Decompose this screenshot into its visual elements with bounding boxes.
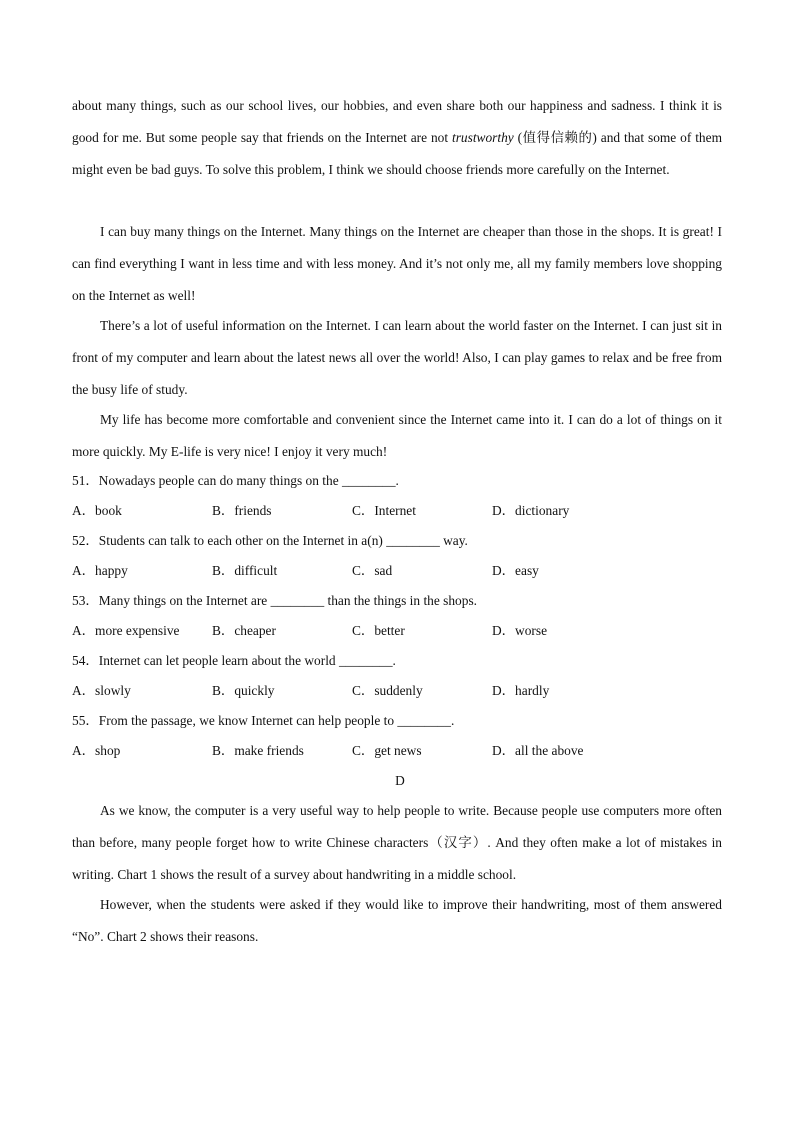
question-55: 55．From the passage, we know Internet can help people to ________. <box>72 713 455 728</box>
option-c: C．suddenly <box>352 683 423 698</box>
option-a: A．slowly <box>72 683 131 698</box>
option-d: D．all the above <box>492 743 584 758</box>
option-b: B．make friends <box>212 743 304 758</box>
passage-paragraph-2 <box>72 216 722 312</box>
paragraph-text: My life has become more comfortable and convenient since the Internet came into it. I can do a lot of things on it more quickly. My E-life is very nice! I enjoy it very much! <box>72 412 722 459</box>
option-b: B．quickly <box>212 683 275 698</box>
option-b: B．friends <box>212 503 272 518</box>
section-d-paragraph-1 <box>72 795 722 891</box>
question-51: 51．Nowadays people can do many things on the ________. <box>72 473 399 488</box>
paragraph-text: As we know, the computer is a very useful way to help people to write. Because people use computers more often than before, many people forget how to write Chinese characters（汉字）. And they often make a lot of mistakes in writing. Chart 1 shows the result of a survey about handwriting in a middle school. <box>72 803 722 882</box>
option-c: C．get news <box>352 743 422 758</box>
paragraph-text: However, when the students were asked if they would like to improve their handwriting, most of them answered “No”. Chart 2 shows their reasons. <box>72 897 722 944</box>
section-d-paragraph-2 <box>72 889 722 953</box>
paragraph-text: There’s a lot of useful information on the Internet. I can learn about the world faster on the Internet. I can just sit in front of my computer and learn about the latest news all over the world! Also, I can play games to relax and be free from the busy life of study. <box>72 318 722 397</box>
paragraph-text: I can buy many things on the Internet. Many things on the Internet are cheaper than those in the shops. It is great! I can find everything I want in less time and with less money. And it’s not only me, all my family members love shopping on the Internet as well! <box>72 224 722 303</box>
option-c: C．Internet <box>352 503 416 518</box>
option-b: B．cheaper <box>212 623 276 638</box>
passage-paragraph-3 <box>72 310 722 406</box>
option-a: A．more expensive <box>72 623 180 638</box>
option-c: C．better <box>352 623 405 638</box>
passage-paragraph-4 <box>72 404 722 468</box>
question-54: 54．Internet can let people learn about the world ________. <box>72 653 396 668</box>
question-53: 53．Many things on the Internet are ________ than the things in the shops. <box>72 593 478 608</box>
option-a: A．happy <box>72 563 128 578</box>
option-a: A．book <box>72 503 122 518</box>
section-heading-d: D <box>395 773 405 788</box>
option-d: D．hardly <box>492 683 550 698</box>
option-d: D．easy <box>492 563 539 578</box>
question-52: 52．Students can talk to each other on the Internet in a(n) ________ way. <box>72 533 468 548</box>
paragraph-text: about many things, such as our school lives, our hobbies, and even share both our happiness and sadness. I think it is good for me. But some people say that friends on the Internet are not <box>72 98 722 145</box>
paragraph-text: (值得信赖的) and that some of them might even be bad guys. To solve this problem, I think we should choose friends more carefully on the Internet. <box>72 130 722 177</box>
option-d: D．worse <box>492 623 548 638</box>
option-b: B．difficult <box>212 563 278 578</box>
option-a: A．shop <box>72 743 121 758</box>
option-c: C．sad <box>352 563 393 578</box>
option-d: D．dictionary <box>492 503 570 518</box>
passage-paragraph-1 <box>72 90 722 186</box>
italic-word: trustworthy <box>452 130 514 145</box>
